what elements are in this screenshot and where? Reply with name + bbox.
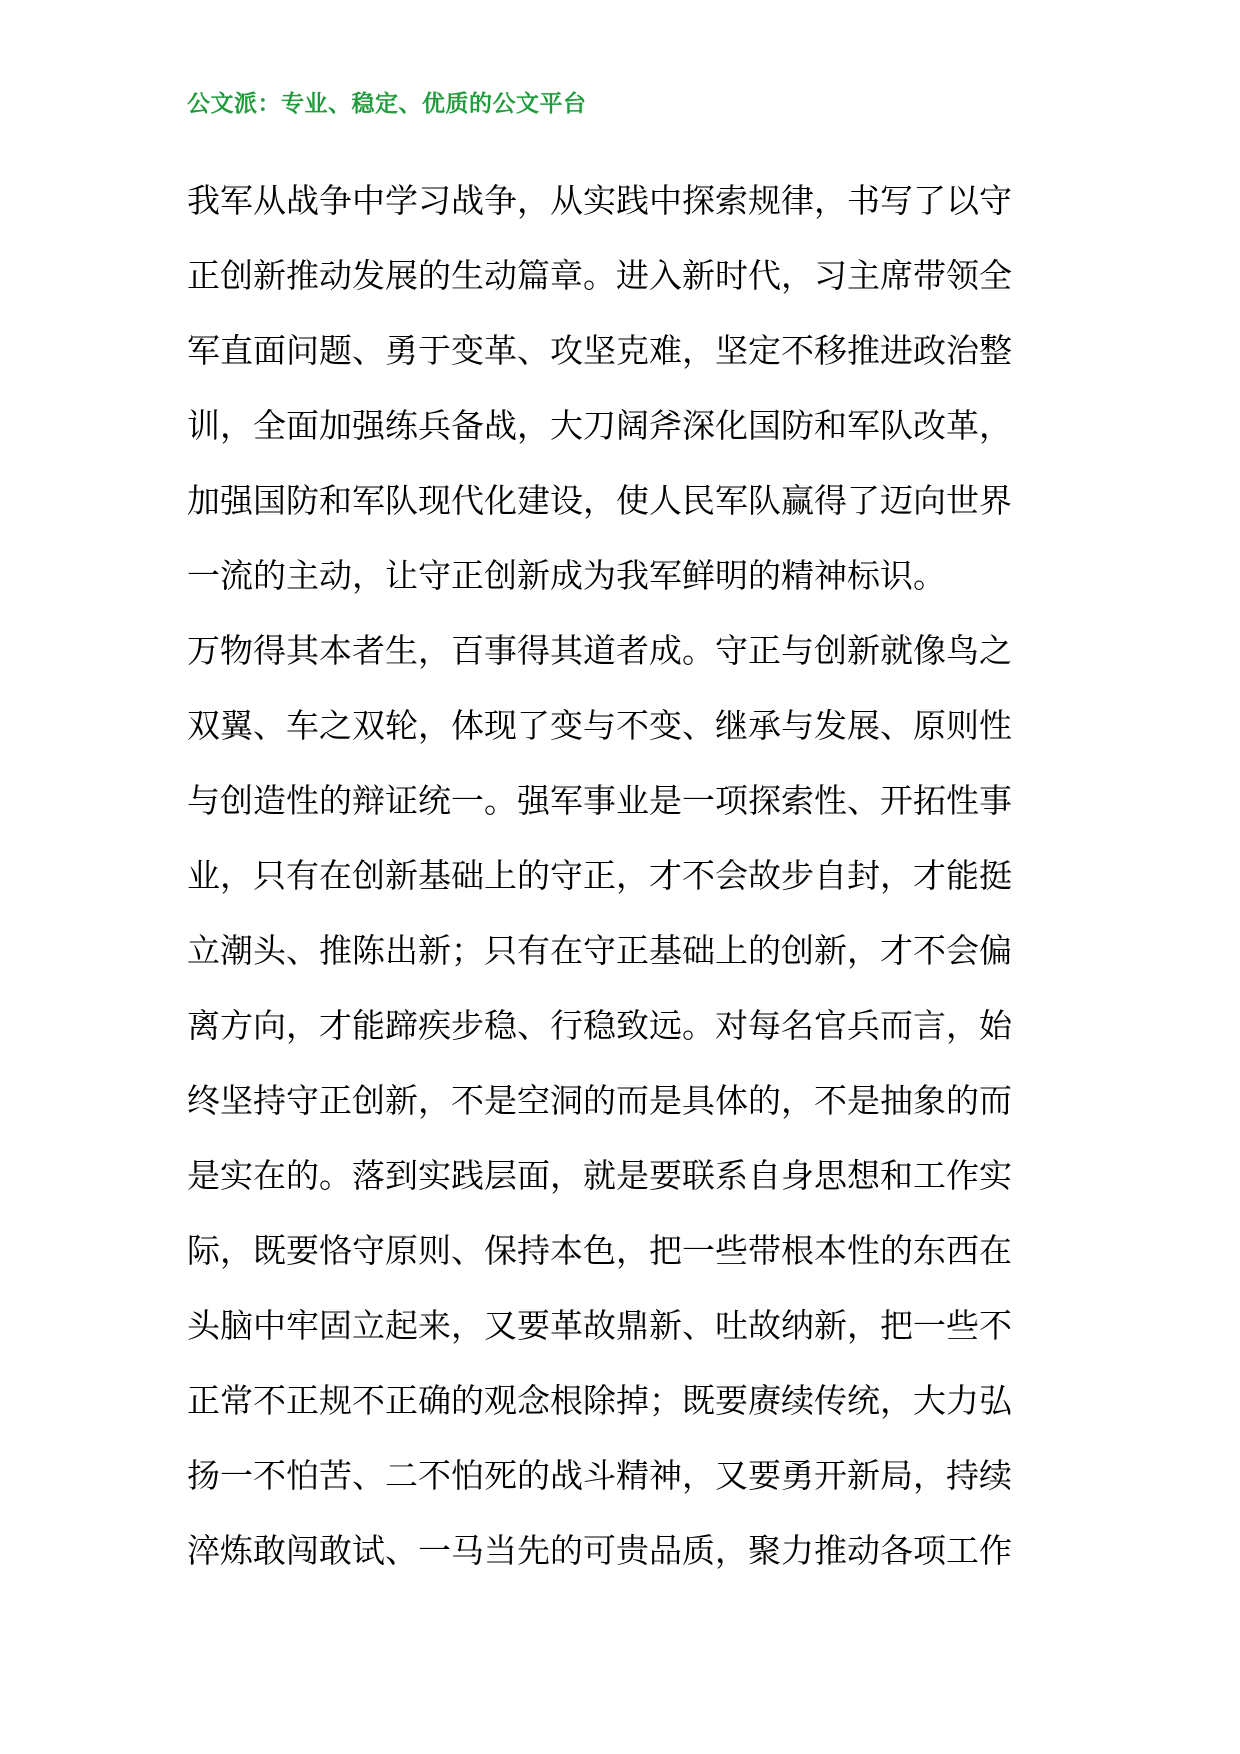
header-title: 公文派：专业、稳定、优质的公文平台 [187,90,587,117]
text-line: 是实在的。落到实践层面，就是要联系自身思想和工作实 [187,1156,1012,1195]
text-line: 双翼、车之双轮，体现了变与不变、继承与发展、原则性 [187,706,1012,745]
text-line: 终坚持守正创新，不是空洞的而是具体的，不是抽象的而 [187,1081,1012,1120]
text-line: 立潮头、推陈出新；只有在守正基础上的创新，才不会偏 [187,931,1012,970]
text-line: 训，全面加强练兵备战，大刀阔斧深化国防和军队改革， [187,406,1012,445]
text-line: 扬一不怕苦、二不怕死的战斗精神，又要勇开新局，持续 [187,1456,1012,1495]
text-line: 淬炼敢闯敢试、一马当先的可贵品质，聚力推动各项工作 [187,1531,1012,1570]
text-line: 万物得其本者生，百事得其道者成。守正与创新就像鸟之 [187,631,1012,670]
document-body [187,163,1053,1588]
text-line: 一流的主动，让守正创新成为我军鲜明的精神标识。 [187,556,946,595]
text-line: 头脑中牢固立起来，又要革故鼎新、吐故纳新，把一些不 [187,1306,1012,1345]
text-line: 业，只有在创新基础上的守正，才不会故步自封，才能挺 [187,856,1012,895]
text-line: 正常不正规不正确的观念根除掉；既要赓续传统，大力弘 [187,1381,1012,1420]
text-line: 军直面问题、勇于变革、攻坚克难，坚定不移推进政治整 [187,331,1012,370]
text-line: 与创造性的辩证统一。强军事业是一项探索性、开拓性事 [187,781,1012,820]
text-line: 我军从战争中学习战争，从实践中探索规律，书写了以守 [187,181,1012,220]
text-line: 离方向，才能蹄疾步稳、行稳致远。对每名官兵而言，始 [187,1006,1012,1045]
text-line: 际，既要恪守原则、保持本色，把一些带根本性的东西在 [187,1231,1012,1270]
text-line: 正创新推动发展的生动篇章。进入新时代，习主席带领全 [187,256,1012,295]
text-line: 加强国防和军队现代化建设，使人民军队赢得了迈向世界 [187,481,1012,520]
